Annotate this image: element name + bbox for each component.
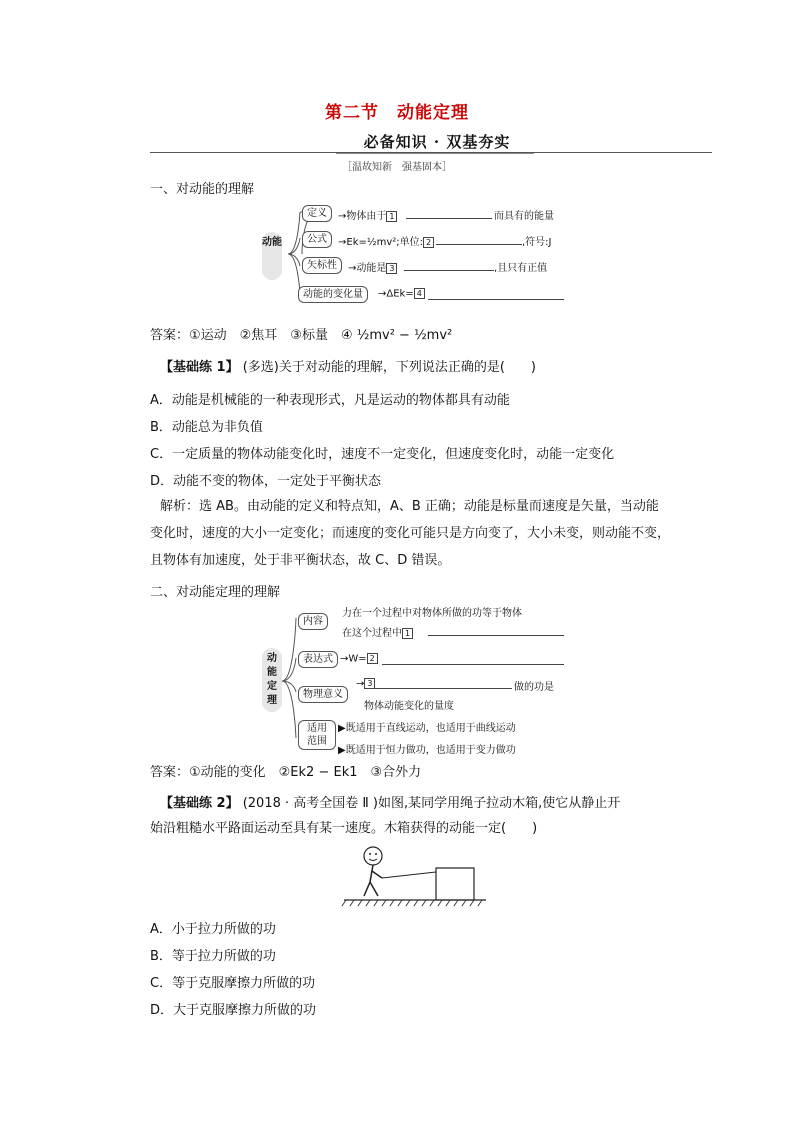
ex1-analysis-3: 且物体有加速度，处于非平衡状态，故 C、D 错误。 (150, 553, 451, 568)
ex1-analysis-1: 解析：选 AB。由动能的定义和特点知，A、B 正确；动能是标量而速度是矢量，当动能 (160, 499, 659, 514)
blank-s2-3 (374, 688, 512, 689)
ex1-option-d: D．动能不变的物体，一定处于平衡状态 (150, 474, 382, 489)
section1-answer: 答案：①运动 ②焦耳 ③标量 ④ ½mv² − ½mv² (150, 328, 453, 343)
tag-definition: 定义 (302, 205, 332, 222)
meaning-line2: 物体动能变化的量度 (364, 701, 454, 712)
blank-2 (436, 244, 522, 245)
page-title: 第二节 动能定理 (325, 103, 469, 123)
meaning-tail: 做的功是 (514, 682, 554, 693)
ex2-option-d: D．大于克服摩擦力所做的功 (150, 1003, 317, 1018)
row3-text: →动能是 3 (348, 259, 397, 274)
row1-tail: 而具有的能量 (494, 211, 554, 222)
row2-text: →Ek=½mv²;单位: 2 (338, 233, 434, 248)
tag-meaning: 物理意义 (298, 686, 348, 703)
row2-tail: ,符号:J (522, 237, 552, 248)
tag-formula: 公式 (302, 231, 332, 248)
ex2-option-a: A．小于拉力所做的功 (150, 922, 276, 937)
blank-s2-2 (382, 664, 564, 665)
banner-rule (150, 152, 712, 153)
blank-4 (428, 299, 564, 300)
ex2-option-c: C．等于克服摩擦力所做的功 (150, 976, 316, 991)
tag-expression: 表达式 (298, 651, 338, 668)
section-banner: 必备知识 · 双基夯实 (363, 133, 511, 151)
section1-root: 动能 (262, 232, 282, 280)
row4-text: →ΔEk= 4 (378, 288, 425, 300)
row3-tail: ,且只有正值 (494, 263, 548, 274)
blank-3 (404, 270, 494, 271)
tag-content: 内容 (298, 613, 328, 630)
tag-change: 动能的变化量 (298, 286, 368, 303)
content-line1: 力在一个过程中对物体所做的功等于物体 (342, 608, 522, 619)
tag-scalar: 矢标性 (302, 257, 342, 274)
scope-line1: ▶既适用于直线运动，也适用于曲线运动 (338, 723, 516, 734)
tag-scope: 适用范围 (298, 720, 336, 750)
ex1-stem: 【基础练 1】 (多选)关于对动能的理解，下列说法正确的是( ) (160, 360, 537, 375)
ex2-stem-2: 始沿粗糙水平路面运动至具有某一速度。木箱获得的动能一定( ) (150, 821, 538, 836)
ex2-option-b: B．等于拉力所做的功 (150, 949, 276, 964)
expression-text: →W= 2 (340, 653, 378, 665)
section2-root: 动能定理 (262, 648, 282, 712)
section1-heading: 一、对动能的理解 (150, 182, 255, 197)
ex1-option-a: A．动能是机械能的一种表现形式，凡是运动的物体都具有动能 (150, 393, 510, 408)
ex1-option-c: C．一定质量的物体动能变化时，速度不一定变化，但速度变化时，动能一定变化 (150, 447, 615, 462)
banner-subtitle: ［温故知新 强基固本］ (342, 162, 452, 173)
row1-text: →物体由于 1 (338, 207, 397, 222)
section2-heading: 二、对动能定理的理解 (150, 585, 281, 600)
ex2-stem-1: 【基础练 2】 (2018 · 高考全国卷 Ⅱ )如图,某同学用绳子拉动木箱,使它从静止开 (160, 796, 621, 811)
section2-answer: 答案：①动能的变化 ②Ek2 − Ek1 ③合外力 (150, 765, 422, 780)
ex1-analysis-2: 变化时，速度的大小一定变化；而速度的变化可能只是方向变了，大小未变，则动能不变， (150, 526, 671, 541)
scope-line2: ▶既适用于恒力做功，也适用于变力做功 (338, 745, 516, 756)
ex1-option-b: B．动能总为非负值 (150, 420, 263, 435)
blank-s2-1 (428, 635, 564, 636)
figure-pulling-box (340, 844, 490, 912)
blank-1 (406, 218, 492, 219)
content-line2: 在这个过程中 1 (342, 624, 413, 639)
meaning-line1: → 3 (356, 678, 375, 690)
